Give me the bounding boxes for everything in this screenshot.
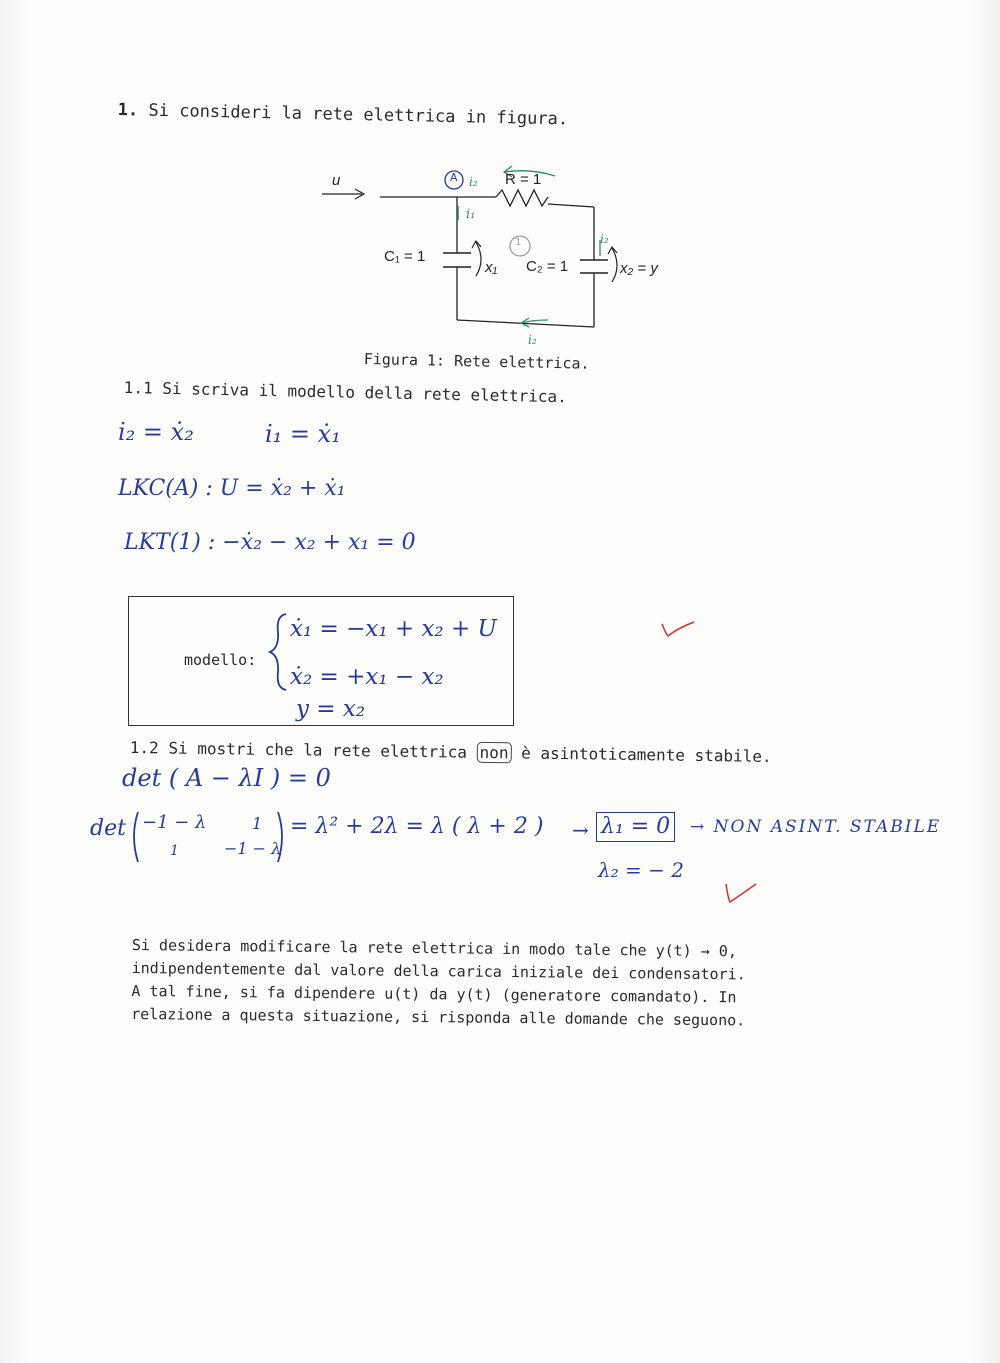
q11-prompt: 1.1 Si scriva il modello della rete elettrica. (123, 378, 568, 407)
q11-work-line2: LKC(A) : U = ẋ₂ + ẋ₁ (118, 476, 346, 501)
model-eq1: ẋ₁ = −x₁ + x₂ + U (290, 616, 497, 642)
matrix-m12: 1 (252, 814, 263, 833)
matrix-m22: −1 − λ (224, 839, 282, 858)
check-mark-1 (658, 618, 698, 642)
paragraph-line-3: A tal fine, si fa dipendere u(t) da y(t) (generatore comandato). In (131, 981, 737, 1007)
q12-prompt-after: è asintoticamente stabile. (521, 743, 772, 766)
q12-prompt-before: 1.2 Si mostri che la rete elettrica (129, 738, 468, 762)
q11-work-line3: LKT(1) : −ẋ₂ − x₂ + x₁ = 0 (124, 530, 416, 555)
capacitor-c2 (580, 260, 608, 273)
i2-note-top: i₂ (469, 175, 478, 189)
conclusion: → NON ASINT. STABILE (690, 817, 942, 837)
paragraph-line-4: relazione a questa situazione, si risponda alle domande che seguono. (131, 1004, 746, 1030)
model-eq2: ẋ₂ = +x₁ − x₂ (290, 664, 444, 690)
instruction-paragraph (131, 934, 746, 1032)
arrow-to-lambda1: → (572, 818, 589, 842)
q11-work-line1b: i₁ = ẋ₁ (265, 420, 341, 448)
q12-work-line1: det ( A − λI ) = 0 (122, 764, 331, 792)
paragraph-line-2: indipendentemente dal valore della carica iniziale dei condensatori. (131, 958, 746, 984)
q11-work-line1a: i₂ = ẋ₂ (118, 418, 194, 446)
resistor-label: R = 1 (505, 171, 542, 188)
lambda1-boxed: λ₁ = 0 (596, 812, 675, 842)
i2-note-right: i₂ (600, 232, 609, 246)
i2-note-bottom: i₂ (528, 333, 537, 347)
question-title: Si consideri la rete elettrica in figura. (148, 100, 569, 130)
matrix-m21: 1 (170, 843, 179, 859)
model-eq3: y = x₂ (296, 696, 366, 722)
input-u-label: u (332, 172, 341, 189)
question-header (118, 100, 569, 129)
check-mark-2 (722, 880, 762, 906)
det-result: = λ² + 2λ = λ ( λ + 2 ) (290, 814, 544, 839)
x1-voltage-arrow (476, 242, 481, 276)
c2-label: C₂ = 1 (526, 258, 569, 275)
x2-label: x₂ = y (620, 260, 658, 277)
matrix-m11: −1 − λ (142, 812, 207, 833)
capacitor-c1 (443, 253, 471, 267)
resistor (496, 190, 548, 206)
question-number: 1. (117, 100, 139, 121)
q12-prompt (130, 738, 772, 766)
paragraph-line-1: Si desidera modificare la rete elettrica in modo tale che y(t) → 0, (131, 935, 738, 961)
lambda2: λ₂ = − 2 (598, 858, 685, 882)
i1-note: i₁ (466, 207, 476, 222)
det-prefix: det (90, 816, 126, 841)
q12-prompt-boxed: non (476, 742, 511, 763)
x2-voltage-arrow (612, 248, 617, 282)
mesh-1-label: 1 (515, 237, 522, 248)
model-brace (266, 612, 290, 692)
figure-caption: Figura 1: Rete elettrica. (363, 350, 590, 373)
node-a-label: A (450, 171, 458, 184)
model-label: modello: (184, 651, 257, 669)
x1-label: x₁ (485, 259, 498, 276)
c1-label: C₁ = 1 (384, 248, 426, 265)
